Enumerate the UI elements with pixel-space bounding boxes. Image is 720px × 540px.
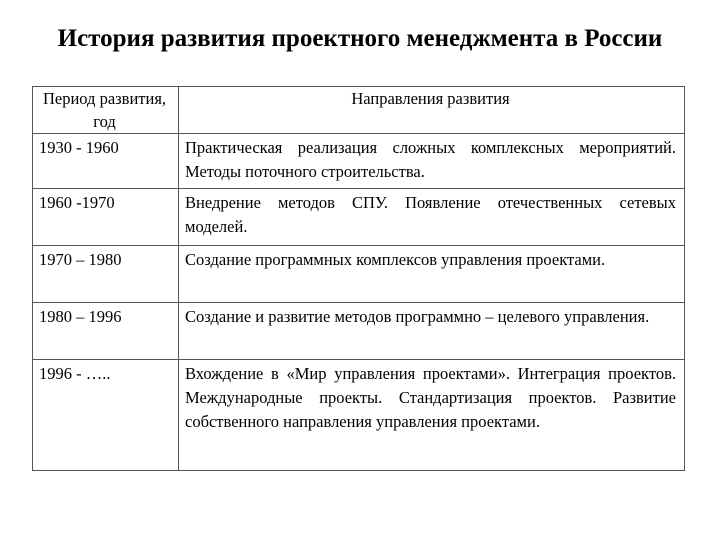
- directions-cell: [179, 303, 685, 360]
- table-row: [33, 134, 685, 189]
- period-cell: 1980 – 1996: [33, 303, 179, 360]
- period-cell: 1930 - 1960: [33, 134, 179, 189]
- table-row: [33, 303, 685, 360]
- table-header-row: [33, 87, 685, 134]
- directions-cell: [179, 246, 685, 303]
- period-cell: 1996 - …..: [33, 360, 179, 471]
- table-row: [33, 189, 685, 246]
- directions-text: Практическая реализация сложных комплексных мероприятий. Методы поточного строительства.: [185, 138, 676, 181]
- period-cell: 1970 – 1980: [33, 246, 179, 303]
- period-cell: 1960 -1970: [33, 189, 179, 246]
- page-title: История развития проектного менеджмента в России: [57, 25, 663, 52]
- directions-cell: [179, 189, 685, 246]
- header-directions: Направления развития: [179, 87, 685, 134]
- directions-text: Вхождение в «Мир управления проектами». Интеграция проектов. Международные проекты. Стандартизация проектов. Развитие собственного направления управления проектами.: [185, 364, 676, 431]
- directions-cell: [179, 360, 685, 471]
- directions-text: Создание и развитие методов программно – целевого управления.: [185, 307, 650, 326]
- history-table: [32, 86, 685, 471]
- table-row: [33, 360, 685, 471]
- directions-text: Внедрение методов СПУ. Появление отечественных сетевых моделей.: [185, 193, 676, 236]
- table-row: [33, 246, 685, 303]
- header-period: Период развития, год: [33, 87, 179, 134]
- directions-text: Создание программных комплексов управления проектами.: [185, 250, 606, 269]
- directions-cell: [179, 134, 685, 189]
